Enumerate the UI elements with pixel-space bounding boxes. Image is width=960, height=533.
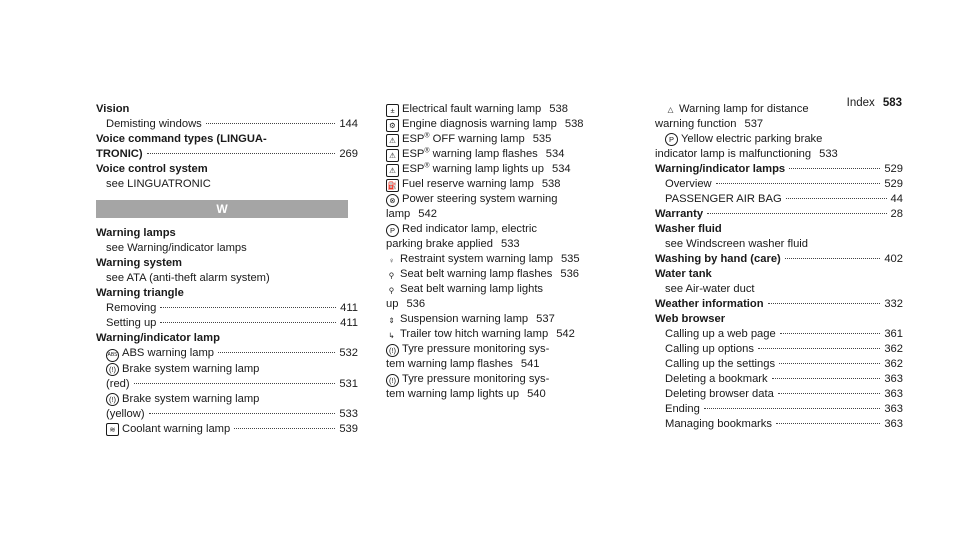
fuel-reserve-icon: ⛽ [387,181,398,190]
distance-warning-icon: △ [667,105,674,114]
see-ref[interactable]: see ATA (anti-theft alarm system) [106,272,270,284]
entry-label: Warning system [96,257,182,269]
entry-label: Warranty [655,208,704,220]
esp-off-icon: ⚠ [386,134,399,147]
entry-washer-fluid [655,222,903,252]
sub-label: Restraint system warning lamp [400,253,553,265]
page-ref[interactable]: 538 [564,118,584,130]
sub-label: ABS warning lamp [122,347,215,359]
page-ref[interactable]: 533 [500,238,520,250]
sub-label: Brake system warning lamp [122,393,260,405]
sub-label: Managing bookmarks [665,418,772,430]
sub-label-cont: (yellow) [106,408,145,420]
index-column-3 [655,102,903,432]
page-ref[interactable]: 535 [560,253,580,265]
entry-warning-triangle [96,286,358,331]
coolant-icon: ≋ [106,423,119,436]
entry-label: Washing by hand (care) [655,253,781,265]
sub-label-rest: warning lamp flashes [429,148,538,160]
page-ref[interactable]: 44 [890,193,903,205]
sub-label: Deleting browser data [665,388,774,400]
abs-icon: ABS [106,349,119,362]
sub-label: Power steering system warning [402,193,558,205]
sub-label: Yellow electric parking brake [681,133,823,145]
entry-label: Voice command types (LINGUA- [96,133,267,145]
sub-label: Removing [106,302,157,314]
esp-icon: ⚠ [386,164,399,177]
sub-label: ESP [402,148,425,160]
page-ref[interactable]: 534 [551,163,571,175]
page-ref[interactable]: 536 [406,298,426,310]
page-ref[interactable]: 538 [549,103,568,115]
entry-warning-indicator-lamps [655,162,903,207]
page-ref[interactable]: 542 [418,208,437,220]
sub-label: Warning lamp for distance [679,103,809,115]
entry-warning-lamps [96,226,358,256]
entry-label: Warning/indicator lamp [96,332,220,344]
sub-label-cont: tem warning lamp flashes [386,358,513,370]
list-item [655,387,903,402]
restraint-system-icon: ♀ [388,256,395,265]
list-item [655,417,903,432]
sub-label-cont: parking brake applied [386,238,493,250]
registered-mark: ® [424,147,430,155]
registered-mark: ® [424,162,430,170]
page-ref[interactable]: 537 [536,313,555,325]
list-item [655,402,903,417]
sub-label: Suspension warning lamp [400,313,529,325]
see-ref[interactable]: see Windscreen washer fluid [665,238,809,250]
entry-label: Voice control system [96,163,208,175]
sub-label-cont: warning function [655,118,737,130]
brake-warning-icon: (!) [106,363,119,376]
entry-warning-indicator-lamp [96,331,358,437]
page-ref[interactable]: 529 [884,163,903,175]
entry-voice-command-types [96,132,358,162]
page-ref[interactable]: 539 [339,423,358,435]
seat-belt-icon: ⚲ [388,271,395,280]
engine-diagnosis-icon: ⚙ [386,119,399,132]
sub-label: Calling up a web page [665,328,776,340]
sub-label: Coolant warning lamp [122,423,231,435]
see-ref[interactable]: see LINGUATRONIC [106,178,211,190]
tyre-pressure-icon: (!) [386,374,399,387]
sub-label-cont: indicator lamp is malfunctioning [655,148,812,160]
sub-label-cont: lamp [386,208,411,220]
sub-label: Seat belt warning lamp flashes [400,268,553,280]
sub-label: Calling up options [665,343,754,355]
page-ref[interactable]: 363 [884,373,903,385]
page-ref[interactable]: 534 [545,148,565,160]
page-ref[interactable]: 362 [884,358,903,370]
sub-label-cont: tem warning lamp lights up [386,388,520,400]
brake-warning-icon: (!) [106,393,119,406]
entry-label: Weather information [655,298,764,310]
entry-label: Water tank [655,268,712,280]
sub-label: Calling up the settings [665,358,776,370]
page-ref[interactable]: 402 [884,253,903,265]
page-ref[interactable]: 531 [339,378,358,390]
entry-label: Warning triangle [96,287,184,299]
page-ref[interactable]: 269 [339,148,358,160]
page-ref[interactable]: 332 [884,298,903,310]
seat-belt-icon: ⚲ [388,286,395,295]
sub-label-rest: warning lamp lights up [429,163,544,175]
sub-label: Overview [665,178,712,190]
letter-divider-w: W [96,200,348,218]
page-ref[interactable]: 535 [532,133,552,145]
sub-label-rest: OFF warning lamp [429,133,525,145]
entry-label: Warning lamps [96,227,176,239]
parking-brake-icon: P [386,224,399,237]
list-item [655,372,903,387]
page-ref[interactable]: 363 [884,418,903,430]
sub-label: Brake system warning lamp [122,363,260,375]
sub-label-cont: up [386,298,399,310]
page-number: 583 [882,97,902,109]
sub-label: Deleting a bookmark [665,373,768,385]
sub-label: Tyre pressure monitoring sys- [402,373,550,385]
list-item [655,342,903,357]
sub-label: Fuel reserve warning lamp [402,178,534,190]
sub-label: Tyre pressure monitoring sys- [402,343,550,355]
sub-label: ESP [402,133,425,145]
entry-warning-system [96,256,358,286]
sub-label: PASSENGER AIR BAG [665,193,782,205]
see-ref[interactable]: see Air-water duct [665,283,755,295]
sub-label: Electrical fault warning lamp [402,103,542,115]
entry-web-browser [655,312,903,432]
esp-icon: ⚠ [386,149,399,162]
page-ref[interactable]: 529 [884,178,903,190]
page-ref[interactable]: 536 [560,268,580,280]
registered-mark: ® [424,132,430,140]
entry-label-cont: TRONIC) [96,148,143,160]
list-item [655,327,903,342]
list-item [655,357,903,372]
page-ref[interactable]: 538 [541,178,561,190]
suspension-icon: ⇕ [388,316,395,325]
see-ref[interactable]: see Warning/indicator lamps [106,242,247,254]
entry-water-tank [655,267,903,297]
page-ref[interactable]: 361 [884,328,903,340]
entry-weather-information [655,297,903,312]
header-title: Index [846,97,875,109]
page-ref[interactable]: 532 [339,347,358,359]
page-ref[interactable]: 541 [520,358,540,370]
page-ref[interactable]: 144 [339,118,358,130]
sub-label: Ending [665,403,700,415]
page-ref[interactable]: 363 [884,388,903,400]
page-ref[interactable]: 362 [884,343,903,355]
entry-washing-by-hand [655,252,903,267]
page-ref[interactable]: 540 [527,388,546,400]
sub-label: Trailer tow hitch warning lamp [400,328,549,340]
index-column-1 [96,102,358,437]
sub-label: Engine diagnosis warning lamp [402,118,557,130]
entry-label: Warning/indicator lamps [655,163,786,175]
tyre-pressure-icon: (!) [386,344,399,357]
sub-label-cont: (red) [106,378,130,390]
page-ref[interactable]: 411 [340,302,358,314]
entry-warranty [655,207,903,222]
page-ref[interactable]: 363 [884,403,903,415]
page-ref[interactable]: 542 [556,328,575,340]
electrical-fault-icon: ± [386,104,399,117]
page-ref[interactable]: 411 [340,317,358,329]
parking-brake-icon: P [665,133,678,146]
entry-label: Vision [96,103,130,115]
page-ref[interactable]: 537 [744,118,764,130]
trailer-hitch-icon: ↳ [388,331,395,340]
page-ref[interactable]: 533 [819,148,838,160]
sub-label: Seat belt warning lamp lights [400,283,544,295]
page-ref[interactable]: 28 [890,208,903,220]
sub-label: ESP [402,163,425,175]
sub-label: Red indicator lamp, electric [402,223,537,235]
sub-label: Setting up [106,317,157,329]
index-column-2 [386,102,626,402]
entry-vision [96,102,358,132]
entry-label: Web browser [655,313,726,325]
entry-voice-control [96,162,358,192]
entry-label: Washer fluid [655,223,722,235]
sub-label: Demisting windows [106,118,202,130]
page-ref[interactable]: 533 [339,408,358,420]
power-steering-icon: ⊗ [386,194,399,207]
